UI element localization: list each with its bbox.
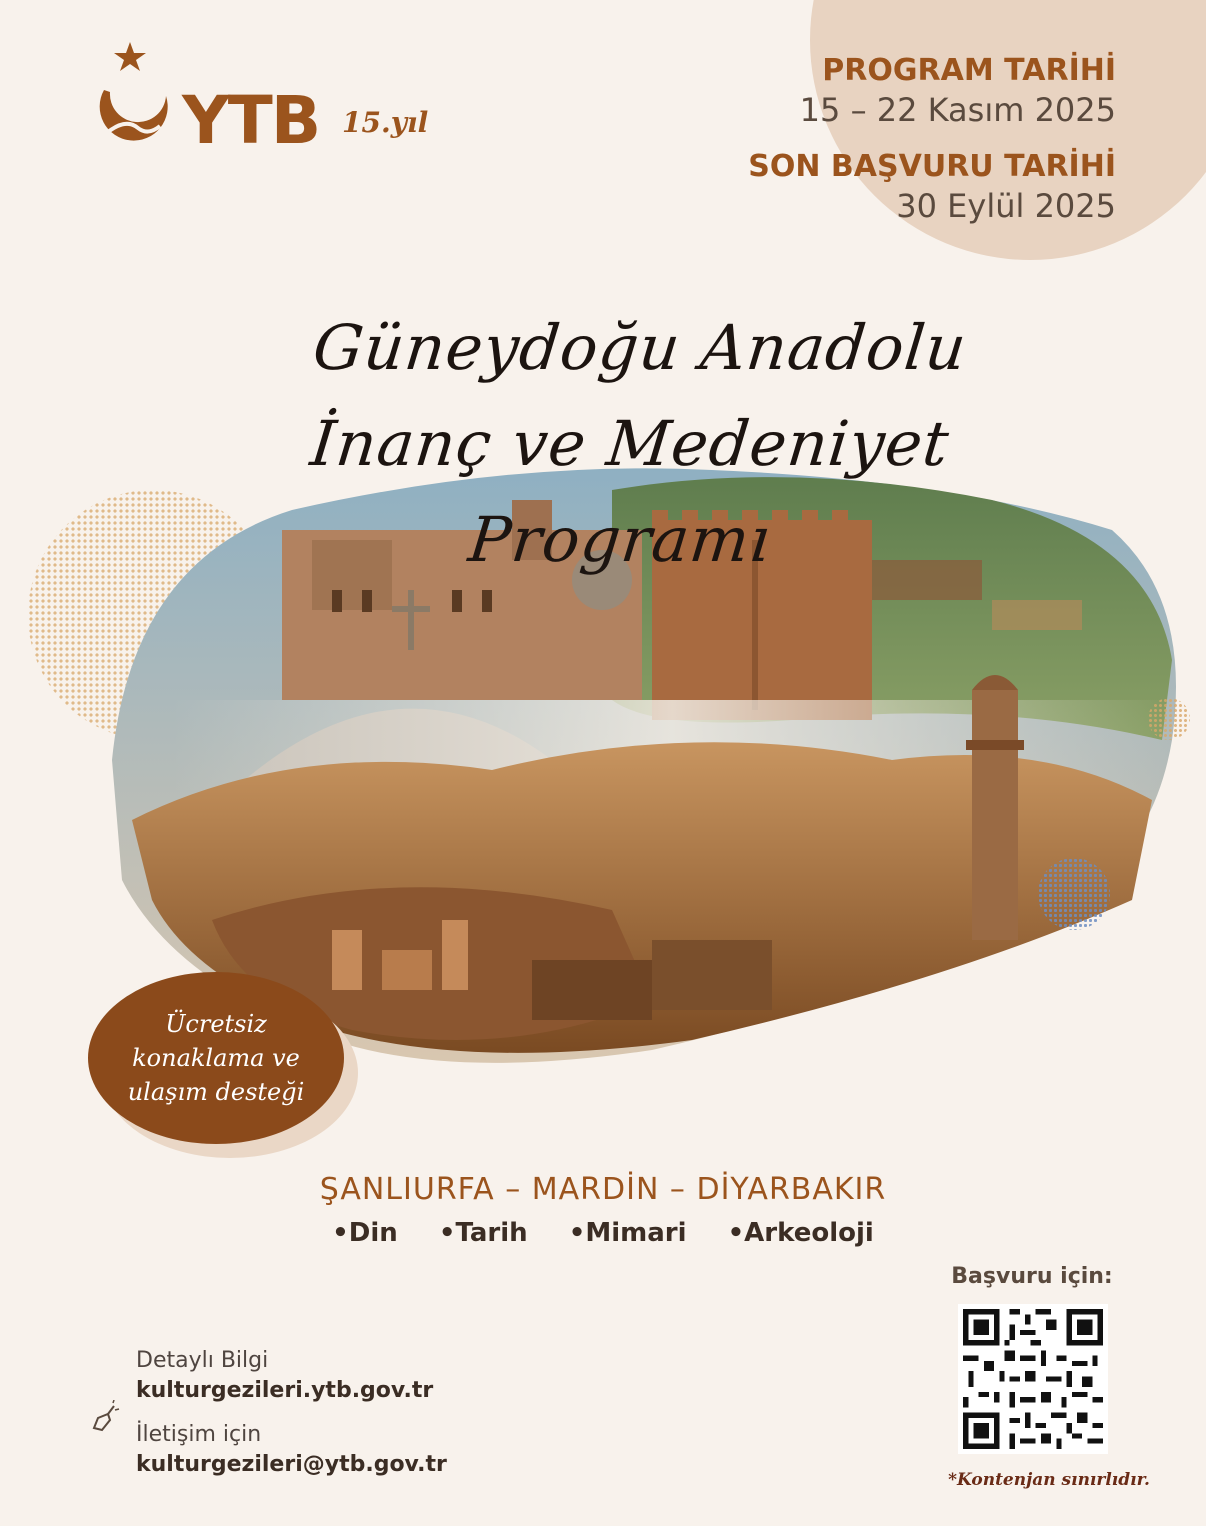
cities-line: ŞANLIURFA – MARDİN – DİYARBAKIR [319, 1172, 887, 1207]
contact-label: İletişim için [136, 1422, 262, 1447]
badge-line-1: Ücretsiz [165, 1010, 267, 1038]
topic-history: •Tarih [438, 1218, 528, 1248]
badge-line-2: konaklama ve [132, 1044, 300, 1072]
badge-line-3: ulaşım desteği [127, 1078, 305, 1106]
decorative-dots-right [1038, 858, 1110, 930]
deadline-label: SON BAŞVURU TARİHİ [748, 149, 1116, 184]
decorative-dots-right-small [1148, 698, 1190, 740]
program-title [135, 300, 1125, 588]
title-line-1: Güneydoğu Anadolu [309, 311, 971, 384]
brand-name: YTB [182, 82, 320, 159]
topic-archaeology: •Arkeoloji [727, 1218, 874, 1248]
anniversary-label: 15.yıl [342, 106, 429, 139]
topic-architecture: •Mimari [568, 1218, 687, 1248]
hand-pointer-icon [88, 1400, 122, 1434]
quota-note: *Kontenjan sınırlıdır. [948, 1470, 1150, 1490]
program-date-label: PROGRAM TARİHİ [822, 53, 1116, 88]
title-line-2: İnanç ve Medeniyet Programı [307, 407, 953, 576]
free-support-badge [88, 972, 344, 1144]
contact-block [136, 1346, 447, 1494]
info-label: Detaylı Bilgi [136, 1348, 269, 1373]
program-date-value: 15 – 22 Kasım 2025 [799, 91, 1116, 129]
email-link[interactable]: kulturgezileri@ytb.gov.tr [136, 1452, 447, 1477]
crescent-star-logo-icon [86, 40, 176, 150]
deadline-value: 30 Eylül 2025 [896, 187, 1116, 225]
website-link[interactable]: kulturgezileri.ytb.gov.tr [136, 1378, 434, 1403]
topic-religion: •Din [332, 1218, 398, 1248]
topics-list [0, 1218, 1206, 1248]
dates-block [748, 52, 1116, 226]
apply-label: Başvuru için: [951, 1264, 1113, 1289]
qr-code-icon[interactable] [958, 1304, 1108, 1454]
ytb-logo [86, 40, 446, 159]
